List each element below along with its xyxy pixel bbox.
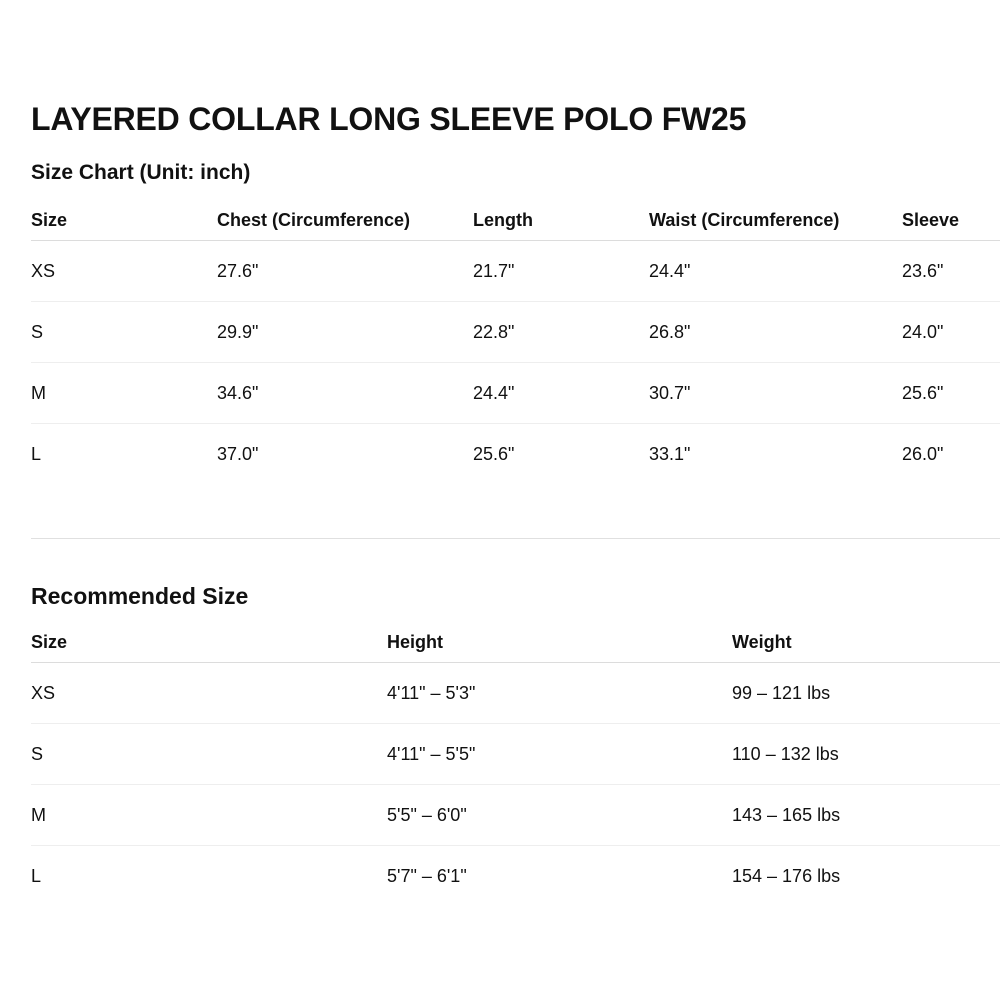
size-guide-page: [31, 0, 1000, 1000]
sleeve-cell: 23.6": [902, 241, 1000, 302]
size-cell: L: [31, 443, 42, 464]
waist-cell: 33.1": [649, 443, 691, 464]
weight-cell: 110 – 132 lbs: [732, 724, 1000, 785]
size-cell: XS: [31, 663, 387, 724]
weight-cell: 99 – 121 lbs: [732, 663, 1000, 724]
table-row: [31, 363, 1000, 424]
height-cell: 5'7" – 6'1": [387, 865, 467, 886]
size-cell: M: [31, 785, 387, 846]
table-row: [31, 302, 1000, 363]
product-title: LAYERED COLLAR LONG SLEEVE POLO FW25: [31, 101, 747, 137]
length-cell: 24.4": [473, 363, 649, 424]
recommended-size-table: [31, 622, 1000, 906]
table-row: [31, 724, 1000, 785]
section-divider: [31, 538, 1000, 539]
weight-cell: 154 – 176 lbs: [732, 865, 841, 886]
table-row: [31, 785, 1000, 846]
chest-cell: 27.6": [217, 241, 473, 302]
column-header-weight: Weight: [732, 622, 1000, 663]
recommended-size-header-row: [31, 622, 1000, 663]
length-cell: 25.6": [473, 443, 515, 464]
height-cell: 4'11" – 5'3": [387, 663, 732, 724]
column-header-size: Size: [31, 200, 217, 241]
sleeve-cell: 24.0": [902, 302, 1000, 363]
chest-cell: 34.6": [217, 363, 473, 424]
sleeve-cell: 26.0": [902, 443, 944, 464]
column-header-chest: Chest (Circumference): [217, 200, 473, 241]
sleeve-cell: 25.6": [902, 363, 1000, 424]
column-header-height: Height: [387, 622, 732, 663]
table-row: [31, 424, 1000, 485]
waist-cell: 26.8": [649, 302, 902, 363]
size-cell: S: [31, 302, 217, 363]
column-header-length: Length: [473, 200, 649, 241]
table-row: [31, 663, 1000, 724]
size-cell: S: [31, 724, 387, 785]
chest-cell: 29.9": [217, 302, 473, 363]
table-row: [31, 241, 1000, 302]
column-header-waist: Waist (Circumference): [649, 200, 902, 241]
height-cell: 5'5" – 6'0": [387, 785, 732, 846]
size-cell: L: [31, 865, 42, 886]
length-cell: 22.8": [473, 302, 649, 363]
size-chart-title: Size Chart (Unit: inch): [31, 161, 251, 184]
table-row: [31, 846, 1000, 907]
chest-cell: 37.0": [217, 443, 259, 464]
size-cell: M: [31, 363, 217, 424]
size-chart-header-row: [31, 200, 1000, 241]
length-cell: 21.7": [473, 241, 649, 302]
size-cell: XS: [31, 241, 217, 302]
waist-cell: 24.4": [649, 241, 902, 302]
recommended-size-title: Recommended Size: [31, 583, 249, 609]
column-header-size: Size: [31, 622, 387, 663]
column-header-sleeve: Sleeve: [902, 200, 1000, 241]
height-cell: 4'11" – 5'5": [387, 724, 732, 785]
weight-cell: 143 – 165 lbs: [732, 785, 1000, 846]
size-chart-table: [31, 200, 1000, 484]
waist-cell: 30.7": [649, 363, 902, 424]
